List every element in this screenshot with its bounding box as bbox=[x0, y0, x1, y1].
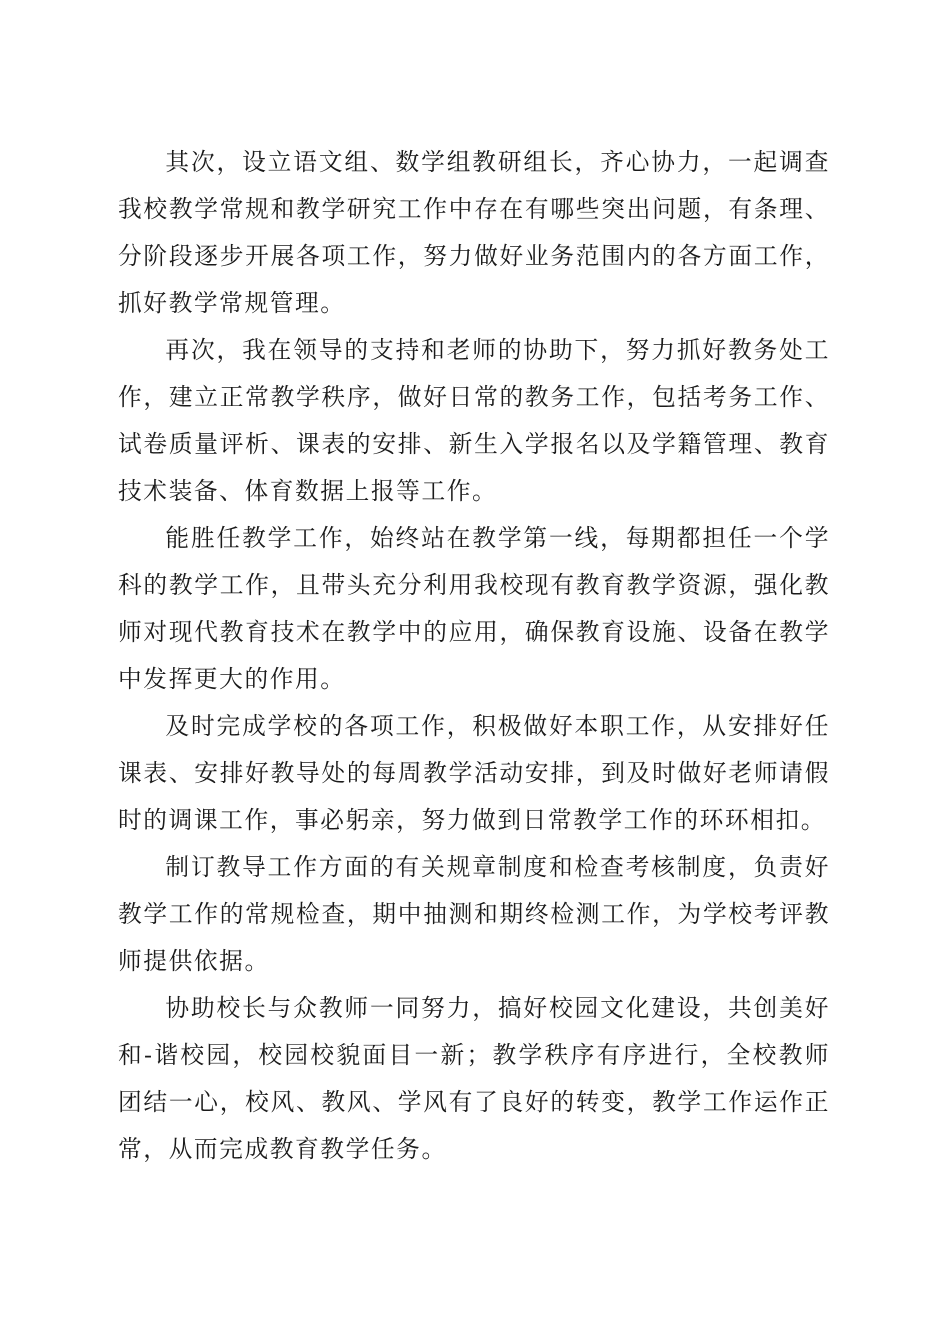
paragraph-teaching-work: 能胜任教学工作，始终站在教学第一线，每期都担任一个学科的教学工作，且带头充分利用我校现有教育教学资源，强化教师对现代教育技术在教学中的应用，确保教育设施、设备在教学中发挥更大的作用。 bbox=[118, 524, 830, 693]
paragraph-academic-affairs: 再次，我在领导的支持和老师的协助下，努力抓好教务处工作，建立正常教学秩序，做好日常的教务工作，包括考务工作、试卷质量评析、课表的安排、新生入学报名以及学籍管理、教育技术装备、体育数据上报等工作。 bbox=[118, 336, 830, 505]
document-body bbox=[118, 139, 830, 1173]
paragraph-regulations: 制订教导工作方面的有关规章制度和检查考核制度，负责好教学工作的常规检查，期中抽测和期终检测工作，为学校考评教师提供依据。 bbox=[118, 853, 830, 975]
paragraph-school-tasks: 及时完成学校的各项工作，积极做好本职工作，从安排好任课表、安排好教导处的每周教学活动安排，到及时做好老师请假时的调课工作，事必躬亲，努力做到日常教学工作的环环相扣。 bbox=[118, 712, 830, 834]
paragraph-study-groups: 其次，设立语文组、数学组教研组长，齐心协力，一起调查我校教学常规和教学研究工作中存在有哪些突出问题，有条理、分阶段逐步开展各项工作，努力做好业务范围内的各方面工作，抓好教学常规管理。 bbox=[118, 148, 830, 317]
paragraph-campus-culture: 协助校长与众教师一同努力，搞好校园文化建设，共创美好和-谐校园，校园校貌面目一新；教学秩序有序进行，全校教师团结一心，校风、教风、学风有了良好的转变，教学工作运作正常，从而完成教育教学任务。 bbox=[118, 994, 830, 1163]
